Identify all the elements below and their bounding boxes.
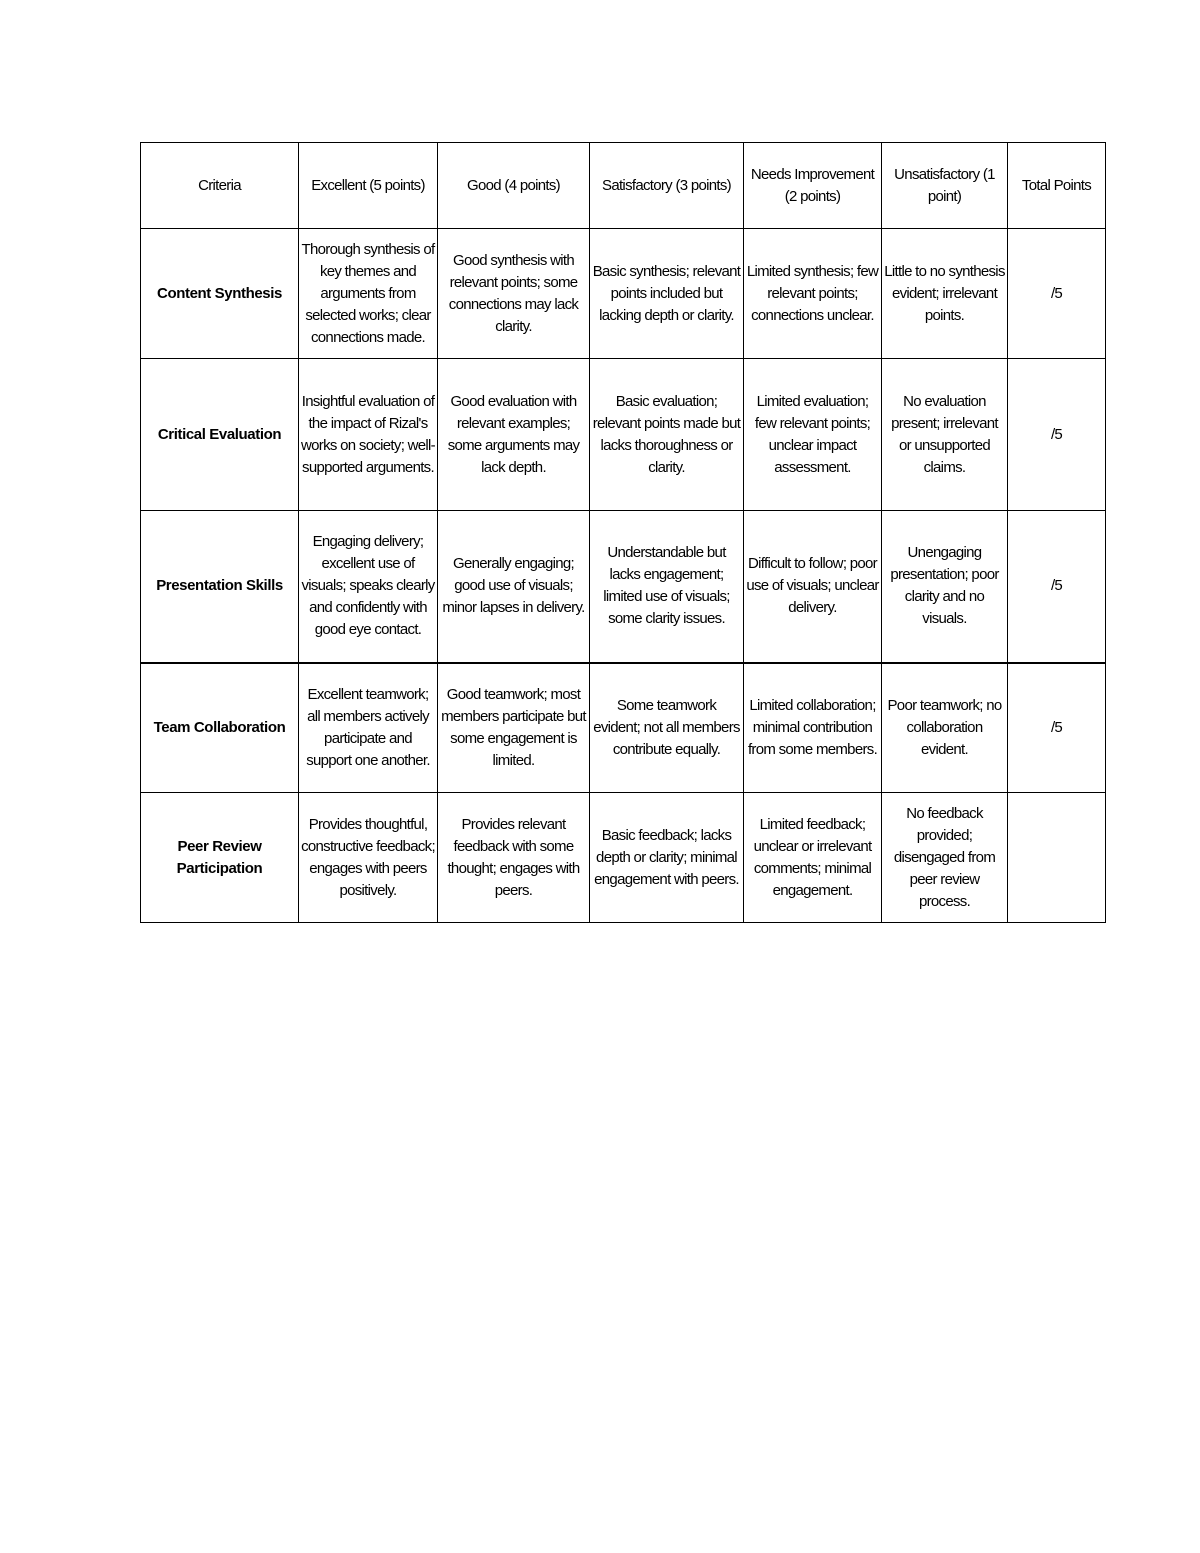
good-cell: Good teamwork; most members participate but some engagement is limited. bbox=[438, 663, 590, 793]
total-points-cell: /5 bbox=[1008, 511, 1106, 663]
excellent-cell: Engaging delivery; excellent use of visuals; speaks clearly and confidently with good eye contact. bbox=[299, 511, 438, 663]
excellent-cell: Thorough synthesis of key themes and arguments from selected works; clear connections made. bbox=[299, 229, 438, 359]
total-points-cell: /5 bbox=[1008, 229, 1106, 359]
header-excellent: Excellent (5 points) bbox=[299, 143, 438, 229]
satisfactory-cell: Basic feedback; lacks depth or clarity; minimal engagement with peers. bbox=[590, 793, 744, 923]
excellent-cell: Excellent teamwork; all members actively participate and support one another. bbox=[299, 663, 438, 793]
needs-improvement-cell: Limited synthesis; few relevant points; connections unclear. bbox=[744, 229, 882, 359]
table-row bbox=[141, 229, 1106, 359]
unsatisfactory-cell: Unengaging presentation; poor clarity and no visuals. bbox=[882, 511, 1008, 663]
header-row bbox=[141, 143, 1106, 229]
unsatisfactory-cell: No feedback provided; disengaged from peer review process. bbox=[882, 793, 1008, 923]
good-cell: Provides relevant feedback with some thought; engages with peers. bbox=[438, 793, 590, 923]
needs-improvement-cell: Difficult to follow; poor use of visuals; unclear delivery. bbox=[744, 511, 882, 663]
criterion-cell: Critical Evaluation bbox=[141, 359, 299, 511]
satisfactory-cell: Understandable but lacks engagement; limited use of visuals; some clarity issues. bbox=[590, 511, 744, 663]
criterion-cell: Presentation Skills bbox=[141, 511, 299, 663]
table-row bbox=[141, 663, 1106, 793]
excellent-cell: Insightful evaluation of the impact of Rizal's works on society; well-supported arguments. bbox=[299, 359, 438, 511]
total-points-cell bbox=[1008, 793, 1106, 923]
good-cell: Good synthesis with relevant points; some connections may lack clarity. bbox=[438, 229, 590, 359]
header-needs-improvement: Needs Improvement (2 points) bbox=[744, 143, 882, 229]
criterion-cell: Team Collaboration bbox=[141, 663, 299, 793]
header-total-points: Total Points bbox=[1008, 143, 1106, 229]
satisfactory-cell: Some teamwork evident; not all members contribute equally. bbox=[590, 663, 744, 793]
header-criteria: Criteria bbox=[141, 143, 299, 229]
header-good: Good (4 points) bbox=[438, 143, 590, 229]
criterion-cell: Peer Review Participation bbox=[141, 793, 299, 923]
unsatisfactory-cell: Poor teamwork; no collaboration evident. bbox=[882, 663, 1008, 793]
total-points-cell: /5 bbox=[1008, 359, 1106, 511]
table-row bbox=[141, 359, 1106, 511]
good-cell: Generally engaging; good use of visuals; minor lapses in delivery. bbox=[438, 511, 590, 663]
table-row bbox=[141, 793, 1106, 923]
needs-improvement-cell: Limited feedback; unclear or irrelevant comments; minimal engagement. bbox=[744, 793, 882, 923]
unsatisfactory-cell: No evaluation present; irrelevant or unsupported claims. bbox=[882, 359, 1008, 511]
needs-improvement-cell: Limited evaluation; few relevant points; unclear impact assessment. bbox=[744, 359, 882, 511]
header-satisfactory: Satisfactory (3 points) bbox=[590, 143, 744, 229]
table-row bbox=[141, 511, 1106, 663]
needs-improvement-cell: Limited collaboration; minimal contribution from some members. bbox=[744, 663, 882, 793]
unsatisfactory-cell: Little to no synthesis evident; irrelevant points. bbox=[882, 229, 1008, 359]
good-cell: Good evaluation with relevant examples; some arguments may lack depth. bbox=[438, 359, 590, 511]
header-unsatisfactory: Unsatisfactory (1 point) bbox=[882, 143, 1008, 229]
satisfactory-cell: Basic evaluation; relevant points made but lacks thoroughness or clarity. bbox=[590, 359, 744, 511]
excellent-cell: Provides thoughtful, constructive feedback; engages with peers positively. bbox=[299, 793, 438, 923]
total-points-cell: /5 bbox=[1008, 663, 1106, 793]
satisfactory-cell: Basic synthesis; relevant points included but lacking depth or clarity. bbox=[590, 229, 744, 359]
criterion-cell: Content Synthesis bbox=[141, 229, 299, 359]
rubric-table bbox=[140, 142, 1106, 923]
